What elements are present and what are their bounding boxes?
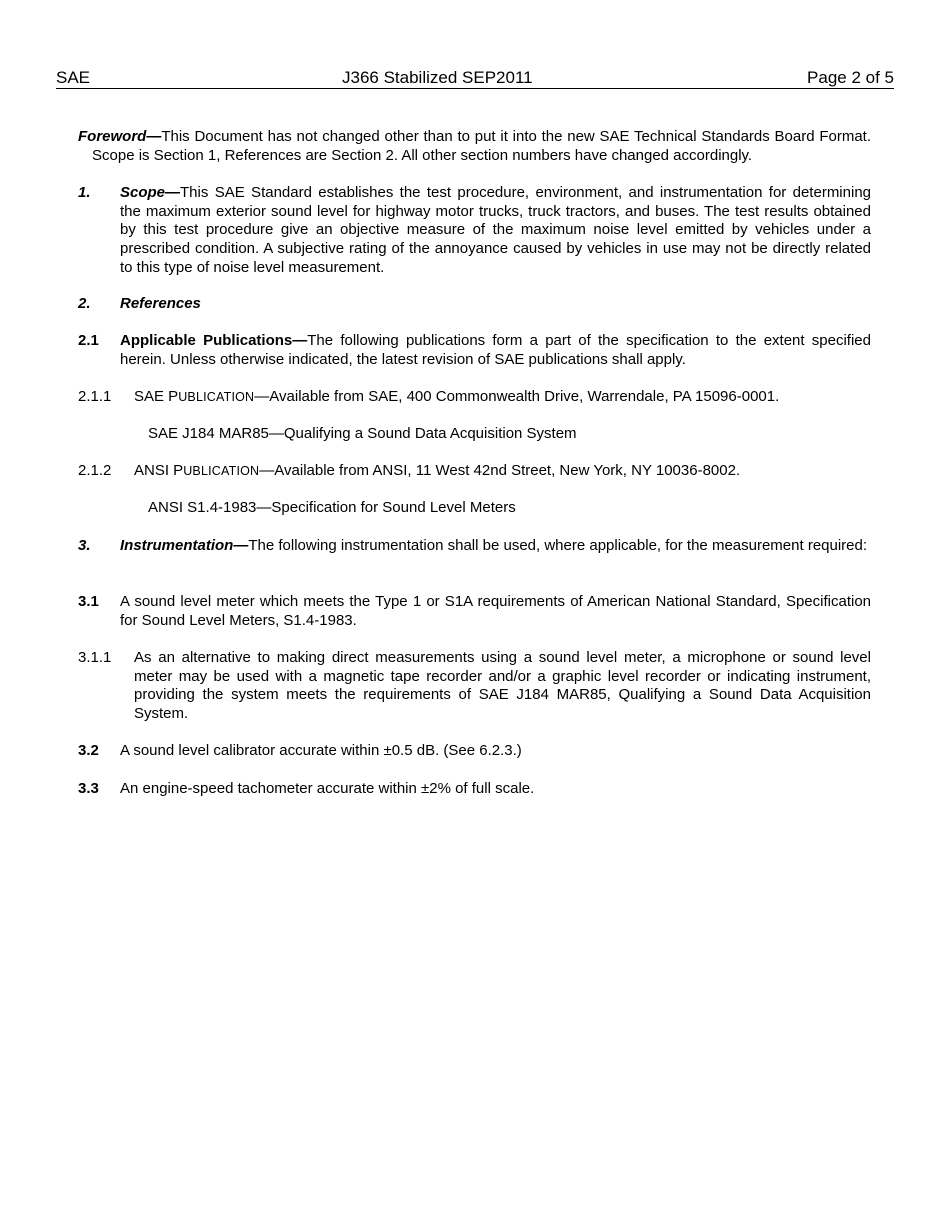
section-2-1-1: [78, 388, 871, 408]
section-text: A sound level calibrator accurate within ±0.5 dB. (See 6.2.3.): [120, 742, 522, 759]
section-number: 2.1.2: [78, 462, 112, 479]
section-2-1-2: [78, 462, 871, 482]
section-title: Applicable Publications—: [120, 332, 308, 349]
publication-source: ANSI P: [134, 462, 184, 479]
section-text: The following publications form a part of the specification to the extent specified herein. Unless otherwise indicated, the latest revision of SAE publications shall apply.: [120, 332, 871, 368]
section-number: 2.1.1: [78, 388, 112, 405]
section-text: —Available from ANSI, 11 West 42nd Street, New York, NY 10036-8002.: [259, 462, 741, 479]
reference-entry: SAE J184 MAR85—Qualifying a Sound Data Acquisition System: [148, 425, 577, 442]
section-references: [78, 295, 871, 315]
section-text: An engine-speed tachometer accurate within ±2% of full scale.: [120, 780, 535, 797]
section-number: 2.: [78, 295, 91, 312]
header-org: SAE: [56, 68, 91, 87]
header-doc-id: J366 Stabilized SEP2011: [342, 68, 533, 87]
section-title: Instrumentation—: [120, 537, 249, 554]
section-3-1-1: [78, 649, 871, 725]
section-3-2: [78, 742, 871, 762]
section-number: 3.2: [78, 742, 99, 759]
section-title: Scope—: [120, 184, 181, 201]
section-number: 3.: [78, 537, 91, 554]
foreword-title: Foreword—: [78, 128, 162, 145]
section-2-1: [78, 332, 871, 372]
section-number: 3.1: [78, 593, 99, 610]
foreword-text: This Document has not changed other than to put it into the new SAE Technical Standards Board Format. Scope is Section 1, References are Section 2. All other section numbers have changed accordingly.: [92, 128, 871, 164]
foreword-paragraph: [78, 128, 871, 165]
publication-source: SAE P: [134, 388, 179, 405]
running-header: [56, 66, 894, 89]
section-text: The following instrumentation shall be used, where applicable, for the measurement required:: [248, 537, 868, 554]
reference-entry: ANSI S1.4-1983—Specification for Sound Level Meters: [148, 499, 516, 516]
publication-small-caps: UBLICATION: [183, 464, 260, 478]
section-number: 3.3: [78, 780, 99, 797]
section-instrumentation: [78, 537, 871, 577]
section-text: This SAE Standard establishes the test procedure, environment, and instrumentation for determining the maximum exterior sound level for highway motor trucks, truck tractors, and buses. The test results obtained by this test procedure give an objective measure of the maximum noise level emitted by vehicles under a prescribed condition. A subjective rating of the annoyance caused by vehicles in use may not be directly related to this type of noise level measurement.: [120, 184, 871, 276]
section-title: References: [120, 295, 201, 312]
section-number: 2.1: [78, 332, 99, 349]
section-number: 3.1.1: [78, 649, 112, 666]
section-text: A sound level meter which meets the Type 1 or S1A requirements of American National Standard, Specification for Sound Level Meters, S1.4-1983.: [120, 593, 871, 629]
section-3-1: [78, 593, 871, 633]
publication-small-caps: UBLICATION: [178, 390, 255, 404]
section-text: —Available from SAE, 400 Commonwealth Drive, Warrendale, PA 15096-0001.: [254, 388, 780, 405]
header-page-number: Page 2 of 5: [807, 68, 894, 87]
section-number: 1.: [78, 184, 91, 201]
section-3-3: [78, 780, 871, 800]
section-text: As an alternative to making direct measurements using a sound level meter, a microphone or sound level meter may be used with a magnetic tape recorder and/or a graphic level recorder or indicating instrument, providing the system meets the requirements of SAE J184 MAR85, Qualifying a Sound Data Acquisition System.: [134, 649, 871, 723]
section-scope: [78, 184, 871, 278]
